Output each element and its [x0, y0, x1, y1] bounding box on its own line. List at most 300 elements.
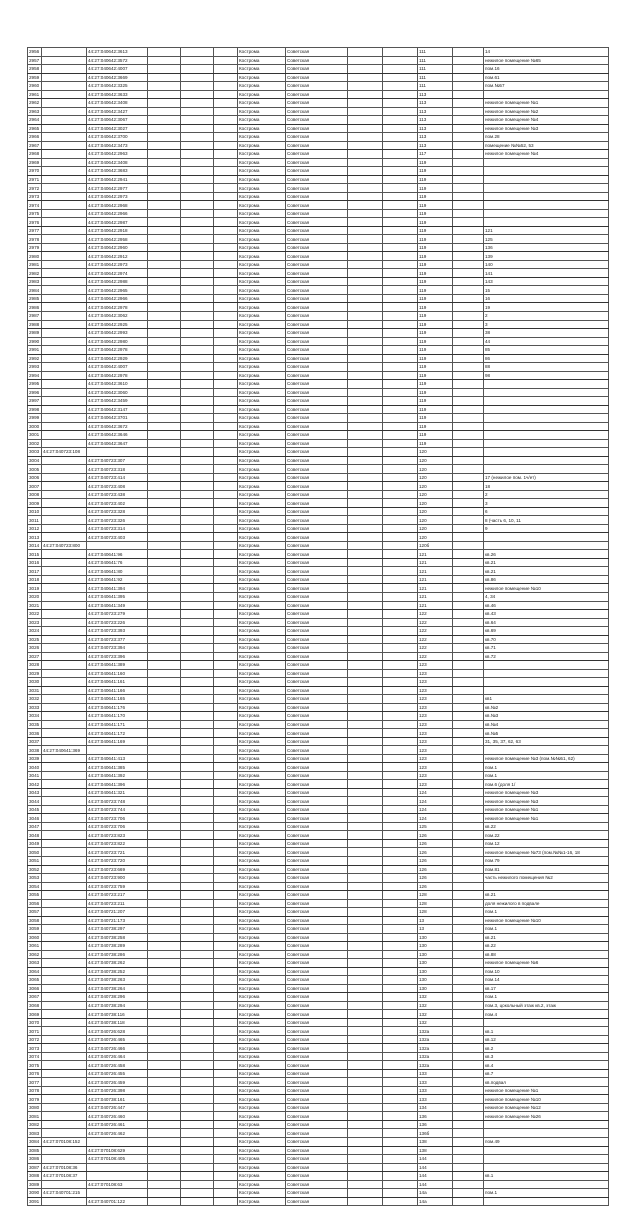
empty-cell [181, 252, 214, 261]
premises-cell: 88 [484, 363, 609, 372]
table-row [28, 269, 609, 278]
empty-cell [181, 490, 214, 499]
row-number: 3050 [28, 848, 42, 857]
empty-cell [214, 260, 238, 269]
empty-cell [181, 65, 214, 74]
house-cell: 119 [418, 167, 453, 176]
empty-cell [148, 737, 181, 746]
empty-cell [181, 678, 214, 687]
house-cell: 126 [418, 882, 453, 891]
parcel-code [42, 1146, 87, 1155]
city-cell: Кострома [238, 627, 286, 636]
street-cell: Советская [286, 73, 348, 82]
parcel-code [42, 277, 87, 286]
empty-cell [383, 925, 418, 934]
empty-cell [348, 107, 383, 116]
table-row [28, 959, 609, 968]
city-cell: Кострома [238, 874, 286, 883]
table-row [28, 567, 609, 576]
table-row [28, 601, 609, 610]
empty-cell [383, 1189, 418, 1198]
house-cell: 123 [418, 746, 453, 755]
empty-cell [453, 908, 484, 917]
parcel-code [42, 1010, 87, 1019]
parcel-code [42, 465, 87, 474]
empty-cell [214, 226, 238, 235]
city-cell: Кострома [238, 167, 286, 176]
premises-cell: 9 [484, 524, 609, 533]
empty-cell [453, 150, 484, 159]
parcel-code [42, 610, 87, 619]
row-number: 3090 [28, 1189, 42, 1198]
empty-cell [148, 1052, 181, 1061]
empty-cell [383, 499, 418, 508]
street-cell: Советская [286, 363, 348, 372]
premises-cell: нежилое помещение №3 (пом.№№51, 62) [484, 754, 609, 763]
city-cell: Кострома [238, 916, 286, 925]
street-cell: Советская [286, 669, 348, 678]
table-row [28, 976, 609, 985]
empty-cell [348, 618, 383, 627]
premises-cell: пом.1 [484, 771, 609, 780]
empty-cell [453, 82, 484, 91]
table-row [28, 678, 609, 687]
empty-cell [383, 1086, 418, 1095]
object-code: 44:27:040723:279 [87, 610, 148, 619]
empty-cell [453, 439, 484, 448]
empty-cell [453, 695, 484, 704]
table-row [28, 226, 609, 235]
house-cell: 123 [418, 720, 453, 729]
parcel-code [42, 329, 87, 338]
empty-cell [181, 805, 214, 814]
empty-cell [214, 848, 238, 857]
house-cell: 120 [418, 524, 453, 533]
empty-cell [383, 1112, 418, 1121]
house-cell: 121 [418, 575, 453, 584]
city-cell: Кострома [238, 550, 286, 559]
parcel-code [42, 235, 87, 244]
empty-cell [214, 354, 238, 363]
object-code: 44:27:040726:398 [87, 1086, 148, 1095]
empty-cell [181, 831, 214, 840]
city-cell: Кострома [238, 822, 286, 831]
empty-cell [214, 337, 238, 346]
street-cell: Советская [286, 311, 348, 320]
empty-cell [453, 712, 484, 721]
premises-cell [484, 1155, 609, 1164]
premises-cell [484, 465, 609, 474]
parcel-code [42, 916, 87, 925]
table-row [28, 1027, 609, 1036]
premises-cell: кв.2 [484, 1044, 609, 1053]
object-code: 44:27:040723:438 [87, 490, 148, 499]
empty-cell [181, 959, 214, 968]
parcel-code [42, 814, 87, 823]
table-row [28, 899, 609, 908]
row-number: 3075 [28, 1061, 42, 1070]
row-number: 3045 [28, 805, 42, 814]
empty-cell [383, 848, 418, 857]
empty-cell [383, 65, 418, 74]
empty-cell [453, 1197, 484, 1206]
empty-cell [214, 1018, 238, 1027]
empty-cell [383, 652, 418, 661]
city-cell: Кострома [238, 439, 286, 448]
street-cell: Советская [286, 1035, 348, 1044]
parcel-code [42, 107, 87, 116]
table-row [28, 1189, 609, 1198]
street-cell: Советская [286, 1189, 348, 1198]
empty-cell [214, 277, 238, 286]
row-number: 3077 [28, 1078, 42, 1087]
object-code: 44:27:040723:822 [87, 839, 148, 848]
premises-cell: кв.№2 [484, 703, 609, 712]
city-cell: Кострома [238, 959, 286, 968]
empty-cell [453, 329, 484, 338]
parcel-code [42, 507, 87, 516]
parcel-code [42, 218, 87, 227]
city-cell: Кострома [238, 848, 286, 857]
empty-cell [214, 133, 238, 142]
empty-cell [181, 1120, 214, 1129]
empty-cell [383, 993, 418, 1002]
street-cell: Советская [286, 533, 348, 542]
premises-cell: пом.12 [484, 839, 609, 848]
row-number: 3086 [28, 1155, 42, 1164]
row-number: 3010 [28, 507, 42, 516]
row-number: 3058 [28, 916, 42, 925]
empty-cell [148, 848, 181, 857]
city-cell: Кострома [238, 1035, 286, 1044]
house-cell: 144 [418, 1172, 453, 1181]
object-code: 44:27:040642:2988 [87, 277, 148, 286]
premises-cell: кв1 [484, 695, 609, 704]
table-row [28, 48, 609, 57]
empty-cell [181, 363, 214, 372]
parcel-code [42, 422, 87, 431]
object-code: 44:27:040642:2918 [87, 226, 148, 235]
table-row [28, 201, 609, 210]
object-code: 44:27:040642:2965 [87, 286, 148, 295]
empty-cell [148, 1103, 181, 1112]
empty-cell [383, 942, 418, 951]
house-cell: 119 [418, 439, 453, 448]
parcel-code [42, 363, 87, 372]
empty-cell [181, 788, 214, 797]
street-cell: Советская [286, 456, 348, 465]
empty-cell [214, 439, 238, 448]
empty-cell [453, 669, 484, 678]
parcel-code: 44:27:040701:215 [42, 1189, 87, 1198]
empty-cell [453, 397, 484, 406]
city-cell: Кострома [238, 891, 286, 900]
empty-cell [181, 218, 214, 227]
row-number: 3060 [28, 933, 42, 942]
premises-cell [484, 533, 609, 542]
empty-cell [181, 354, 214, 363]
empty-cell [214, 65, 238, 74]
empty-cell [383, 686, 418, 695]
empty-cell [148, 865, 181, 874]
parcel-code [42, 243, 87, 252]
empty-cell [181, 371, 214, 380]
premises-cell [484, 184, 609, 193]
premises-cell: кв.64 [484, 618, 609, 627]
street-cell: Советская [286, 567, 348, 576]
empty-cell [453, 541, 484, 550]
empty-cell [383, 388, 418, 397]
empty-cell [453, 729, 484, 738]
premises-cell: кв.21 [484, 558, 609, 567]
empty-cell [383, 184, 418, 193]
street-cell: Советская [286, 1172, 348, 1181]
premises-cell: пом.14 [484, 976, 609, 985]
empty-cell [383, 397, 418, 406]
empty-cell [181, 235, 214, 244]
parcel-code [42, 584, 87, 593]
table-row [28, 1061, 609, 1070]
object-code: 44:27:040642:3408 [87, 158, 148, 167]
city-cell: Кострома [238, 201, 286, 210]
empty-cell [348, 1180, 383, 1189]
city-cell: Кострома [238, 703, 286, 712]
empty-cell [181, 1001, 214, 1010]
parcel-code [42, 1035, 87, 1044]
empty-cell [214, 550, 238, 559]
empty-cell [383, 141, 418, 150]
city-cell: Кострома [238, 1180, 286, 1189]
empty-cell [383, 99, 418, 108]
street-cell: Советская [286, 167, 348, 176]
empty-cell [181, 201, 214, 210]
parcel-code [42, 959, 87, 968]
empty-cell [453, 661, 484, 670]
object-code: 44:27:040641:171 [87, 720, 148, 729]
empty-cell [348, 65, 383, 74]
empty-cell [348, 822, 383, 831]
empty-cell [214, 99, 238, 108]
empty-cell [214, 422, 238, 431]
empty-cell [348, 1052, 383, 1061]
empty-cell [181, 891, 214, 900]
street-cell: Советская [286, 874, 348, 883]
empty-cell [348, 252, 383, 261]
row-number: 3076 [28, 1069, 42, 1078]
object-code: 44:27:040723:318 [87, 465, 148, 474]
empty-cell [348, 984, 383, 993]
empty-cell [148, 1027, 181, 1036]
empty-cell [148, 1197, 181, 1206]
table-row [28, 329, 609, 338]
empty-cell [383, 90, 418, 99]
empty-cell [453, 73, 484, 82]
empty-cell [453, 1069, 484, 1078]
empty-cell [383, 303, 418, 312]
empty-cell [348, 771, 383, 780]
object-code: 44:27:040642:2966 [87, 209, 148, 218]
empty-cell [181, 925, 214, 934]
premises-cell: кв.№4 [484, 720, 609, 729]
empty-cell [181, 99, 214, 108]
parcel-code [42, 175, 87, 184]
empty-cell [383, 959, 418, 968]
empty-cell [181, 916, 214, 925]
table-row [28, 1103, 609, 1112]
row-number: 2993 [28, 363, 42, 372]
empty-cell [148, 771, 181, 780]
empty-cell [148, 925, 181, 934]
empty-cell [214, 320, 238, 329]
row-number: 2990 [28, 337, 42, 346]
parcel-code [42, 346, 87, 355]
row-number: 3082 [28, 1120, 42, 1129]
empty-cell [348, 490, 383, 499]
empty-cell [383, 226, 418, 235]
empty-cell [348, 48, 383, 57]
empty-cell [148, 916, 181, 925]
empty-cell [383, 209, 418, 218]
empty-cell [148, 780, 181, 789]
empty-cell [383, 899, 418, 908]
table-row [28, 414, 609, 423]
empty-cell [181, 1044, 214, 1053]
city-cell: Кострома [238, 414, 286, 423]
empty-cell [383, 431, 418, 440]
table-row [28, 1155, 609, 1164]
empty-cell [383, 107, 418, 116]
premises-cell: пом.49 [484, 1138, 609, 1147]
empty-cell [453, 1044, 484, 1053]
empty-cell [383, 729, 418, 738]
empty-cell [383, 703, 418, 712]
house-cell: 123 [418, 712, 453, 721]
house-cell: 136 [418, 1112, 453, 1121]
premises-cell: 31, 35, 37, 62, 63 [484, 737, 609, 746]
city-cell: Кострома [238, 652, 286, 661]
object-code: 44:27:040726:465 [87, 1035, 148, 1044]
empty-cell [181, 874, 214, 883]
premises-cell: кв.12 [484, 1035, 609, 1044]
empty-cell [148, 482, 181, 491]
empty-cell [214, 814, 238, 823]
premises-cell: пом.1 [484, 763, 609, 772]
object-code: 44:27:040642:2973 [87, 260, 148, 269]
empty-cell [348, 805, 383, 814]
city-cell: Кострома [238, 209, 286, 218]
empty-cell [181, 550, 214, 559]
street-cell: Советская [286, 329, 348, 338]
house-cell: 111 [418, 82, 453, 91]
table-row [28, 431, 609, 440]
street-cell: Советская [286, 1112, 348, 1121]
empty-cell [214, 652, 238, 661]
object-code: 44:27:040726:460 [87, 1112, 148, 1121]
premises-cell [484, 90, 609, 99]
table-row [28, 184, 609, 193]
empty-cell [148, 209, 181, 218]
row-number: 2959 [28, 73, 42, 82]
row-number: 3033 [28, 703, 42, 712]
empty-cell [148, 652, 181, 661]
city-cell: Кострома [238, 882, 286, 891]
house-cell: 120 [418, 490, 453, 499]
empty-cell [348, 882, 383, 891]
city-cell: Кострома [238, 1189, 286, 1198]
city-cell: Кострома [238, 780, 286, 789]
premises-cell [484, 388, 609, 397]
empty-cell [181, 73, 214, 82]
object-code: 44:27:040641:176 [87, 703, 148, 712]
city-cell: Кострома [238, 1052, 286, 1061]
parcel-code [42, 73, 87, 82]
empty-cell [348, 499, 383, 508]
empty-cell [383, 831, 418, 840]
table-row [28, 150, 609, 159]
street-cell: Советская [286, 1163, 348, 1172]
empty-cell [348, 269, 383, 278]
empty-cell [214, 993, 238, 1002]
city-cell: Кострома [238, 686, 286, 695]
empty-cell [348, 235, 383, 244]
house-cell: 113 [418, 90, 453, 99]
empty-cell [181, 456, 214, 465]
empty-cell [348, 635, 383, 644]
city-cell: Кострома [238, 610, 286, 619]
street-cell: Советская [286, 414, 348, 423]
empty-cell [348, 1086, 383, 1095]
premises-cell: 140 [484, 260, 609, 269]
row-number: 3003 [28, 448, 42, 457]
house-cell: 123 [418, 763, 453, 772]
city-cell: Кострома [238, 150, 286, 159]
city-cell: Кострома [238, 277, 286, 286]
empty-cell [181, 507, 214, 516]
empty-cell [214, 856, 238, 865]
house-cell: 136 [418, 1120, 453, 1129]
parcel-code: 44:27:070108:37 [42, 1172, 87, 1181]
empty-cell [453, 107, 484, 116]
empty-cell [348, 729, 383, 738]
premises-cell: помещение №№52, 53 [484, 141, 609, 150]
empty-cell [348, 1061, 383, 1070]
empty-cell [453, 201, 484, 210]
house-cell: 119 [418, 405, 453, 414]
empty-cell [453, 516, 484, 525]
object-code: 44:27:070108:629 [87, 1146, 148, 1155]
empty-cell [453, 320, 484, 329]
empty-cell [181, 627, 214, 636]
object-code: 44:27:040641:170 [87, 712, 148, 721]
row-number: 3068 [28, 1001, 42, 1010]
empty-cell [181, 150, 214, 159]
empty-cell [214, 397, 238, 406]
parcel-code [42, 473, 87, 482]
premises-cell: кв.69 [484, 627, 609, 636]
empty-cell [383, 908, 418, 917]
house-cell: 120 [418, 499, 453, 508]
city-cell: Кострома [238, 107, 286, 116]
empty-cell [453, 405, 484, 414]
premises-cell: нежилое помещение №12 [484, 1103, 609, 1112]
parcel-code [42, 158, 87, 167]
table-row [28, 99, 609, 108]
empty-cell [148, 243, 181, 252]
city-cell: Кострома [238, 601, 286, 610]
city-cell: Кострома [238, 1129, 286, 1138]
empty-cell [453, 916, 484, 925]
object-code: 44:27:040738:289 [87, 942, 148, 951]
